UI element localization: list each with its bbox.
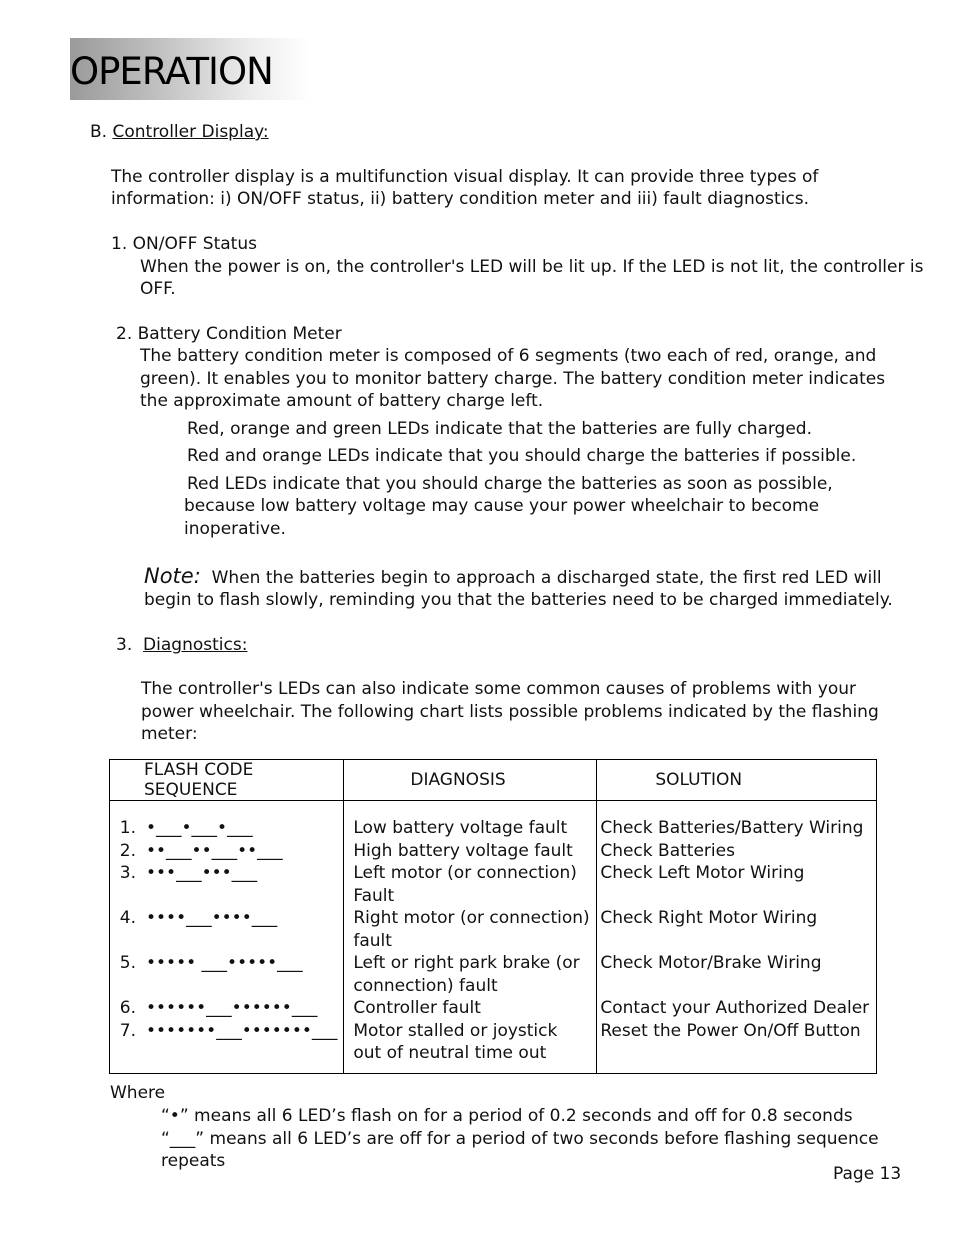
diagnosis-line: Low battery voltage fault xyxy=(353,818,568,838)
solution-line xyxy=(600,975,876,998)
battery-state-medium: Red and orange LEDs indicate that you should charge the batteries if possible. xyxy=(187,446,857,466)
solution-line: Reset the Power On/Off Button xyxy=(600,1020,861,1041)
where-line-1: “•” means all 6 LED’s flash on for a period of 0.2 seconds and off for 0.8 seconds xyxy=(161,1106,853,1126)
where-line-3: repeats xyxy=(161,1151,226,1171)
diagnosis-cell xyxy=(344,801,597,1074)
page-title: OPERATION xyxy=(70,50,273,93)
battery-state-full: Red, orange and green LEDs indicate that the batteries are fully charged. xyxy=(187,419,812,439)
diagnosis-line: connection) fault xyxy=(353,975,498,996)
diagnosis-line: out of neutral time out xyxy=(353,1043,547,1063)
solution-list xyxy=(597,801,876,1073)
flash-code-number: 1. xyxy=(119,818,136,838)
diagnostics-line-1: The controller's LEDs can also indicate some common causes of problems with your xyxy=(141,679,856,699)
diagnosis-line: Right motor (or connection) xyxy=(353,908,590,928)
flash-code-row xyxy=(110,1020,343,1043)
flash-code-number: 6. xyxy=(119,998,136,1018)
flash-code-sequence: •••••••___•••••••___ xyxy=(146,1020,338,1041)
flash-code-list xyxy=(110,801,343,1073)
flash-code-table xyxy=(109,759,877,1074)
battery-line-2: green). It enables you to monitor battery charge. The battery condition meter indicates xyxy=(140,369,886,389)
diagnosis-line: Fault xyxy=(353,885,395,906)
page-number: Page 13 xyxy=(833,1164,902,1184)
section-heading xyxy=(90,121,269,143)
flash-code-number: 4. xyxy=(119,908,136,928)
flash-code-sequence: •___•___•___ xyxy=(146,818,253,838)
note-line-1 xyxy=(144,565,882,589)
flash-code-row xyxy=(110,997,343,1020)
flash-code-sequence: ••••___••••___ xyxy=(146,908,278,928)
battery-line-1: The battery condition meter is composed of 6 segments (two each of red, orange, and xyxy=(140,346,877,366)
intro-line-2: information: i) ON/OFF status, ii) battery condition meter and iii) fault diagnostics. xyxy=(111,189,810,209)
flash-code-number: 5. xyxy=(119,953,136,973)
solution-line: Check Motor/Brake Wiring xyxy=(600,953,822,973)
solution-line: Check Right Motor Wiring xyxy=(600,908,818,928)
flash-code-row xyxy=(110,907,343,930)
diagnostics-label: Diagnostics: xyxy=(143,635,248,655)
diagnostics-line-3: meter: xyxy=(141,724,198,744)
diagnostics-num: 3. xyxy=(116,635,133,655)
onoff-heading: 1. ON/OFF Status xyxy=(111,234,257,254)
section-label: Controller Display: xyxy=(112,122,269,142)
battery-state-low-3: inoperative. xyxy=(184,519,286,539)
diagnosis-list xyxy=(344,801,596,1073)
flash-code-cell xyxy=(110,801,344,1074)
where-line-2: “___” means all 6 LED’s are off for a period of two seconds before flashing sequence xyxy=(161,1129,879,1149)
table-header-row xyxy=(110,760,877,801)
flash-code-number: 2. xyxy=(119,840,136,861)
solution-line xyxy=(600,1042,876,1065)
diagnosis-line: Controller fault xyxy=(353,998,481,1018)
flash-code-row xyxy=(110,952,343,975)
note-line-2: begin to flash slowly, reminding you that the batteries need to be charged immediately. xyxy=(144,590,893,610)
solution-line xyxy=(600,930,876,953)
diagnosis-line: Left motor (or connection) xyxy=(353,863,577,883)
diagnostics-line-2: power wheelchair. The following chart lists possible problems indicated by the flashing xyxy=(141,702,879,722)
battery-state-low-1: Red LEDs indicate that you should charge the batteries as soon as possible, xyxy=(187,474,833,494)
table-body-row xyxy=(110,801,877,1074)
onoff-line-1: When the power is on, the controller's LED will be lit up. If the LED is not lit, the controller is xyxy=(140,257,924,277)
diagnosis-line: High battery voltage fault xyxy=(353,840,573,861)
solution-line: Check Left Motor Wiring xyxy=(600,863,805,883)
intro-line-1: The controller display is a multifunction visual display. It can provide three types of xyxy=(111,167,819,187)
header-flash-code: FLASH CODE SEQUENCE xyxy=(110,760,344,801)
onoff-line-2: OFF. xyxy=(140,279,176,299)
battery-line-3: the approximate amount of battery charge left. xyxy=(140,391,544,411)
flash-code-sequence: ••••• ___•••••___ xyxy=(146,953,303,973)
battery-state-low-2: because low battery voltage may cause your power wheelchair to become xyxy=(184,496,820,516)
flash-code-sequence: •••___•••___ xyxy=(146,863,258,883)
note-label: Note: xyxy=(144,564,201,588)
where-label: Where xyxy=(110,1083,166,1103)
solution-line: Contact your Authorized Dealer xyxy=(600,998,870,1018)
flash-code-row xyxy=(110,975,343,998)
solution-cell xyxy=(597,801,877,1074)
flash-code-row xyxy=(110,862,343,885)
flash-code-sequence: ••___••___••___ xyxy=(146,840,283,861)
battery-heading: 2. Battery Condition Meter xyxy=(116,324,342,344)
header-solution: SOLUTION xyxy=(597,760,877,801)
flash-code-row xyxy=(110,817,343,840)
flash-code-number: 7. xyxy=(119,1020,136,1041)
diagnostics-heading xyxy=(116,634,247,656)
diagnosis-line: Motor stalled or joystick xyxy=(353,1020,558,1041)
solution-line: Check Batteries/Battery Wiring xyxy=(600,818,864,838)
note-text-1: When the batteries begin to approach a discharged state, the first red LED will xyxy=(211,568,882,588)
solution-line: Check Batteries xyxy=(600,840,735,861)
flash-code-row xyxy=(110,885,343,908)
flash-code-row xyxy=(110,930,343,953)
header-diagnosis: DIAGNOSIS xyxy=(344,760,597,801)
solution-line xyxy=(600,885,876,908)
diagnosis-line: Left or right park brake (or xyxy=(353,953,580,973)
diagnosis-line: fault xyxy=(353,930,392,951)
section-prefix: B. xyxy=(90,122,108,142)
flash-code-row xyxy=(110,1042,343,1065)
flash-code-row xyxy=(110,840,343,863)
flash-code-sequence: ••••••___••••••___ xyxy=(146,998,318,1018)
flash-code-number: 3. xyxy=(119,863,136,883)
